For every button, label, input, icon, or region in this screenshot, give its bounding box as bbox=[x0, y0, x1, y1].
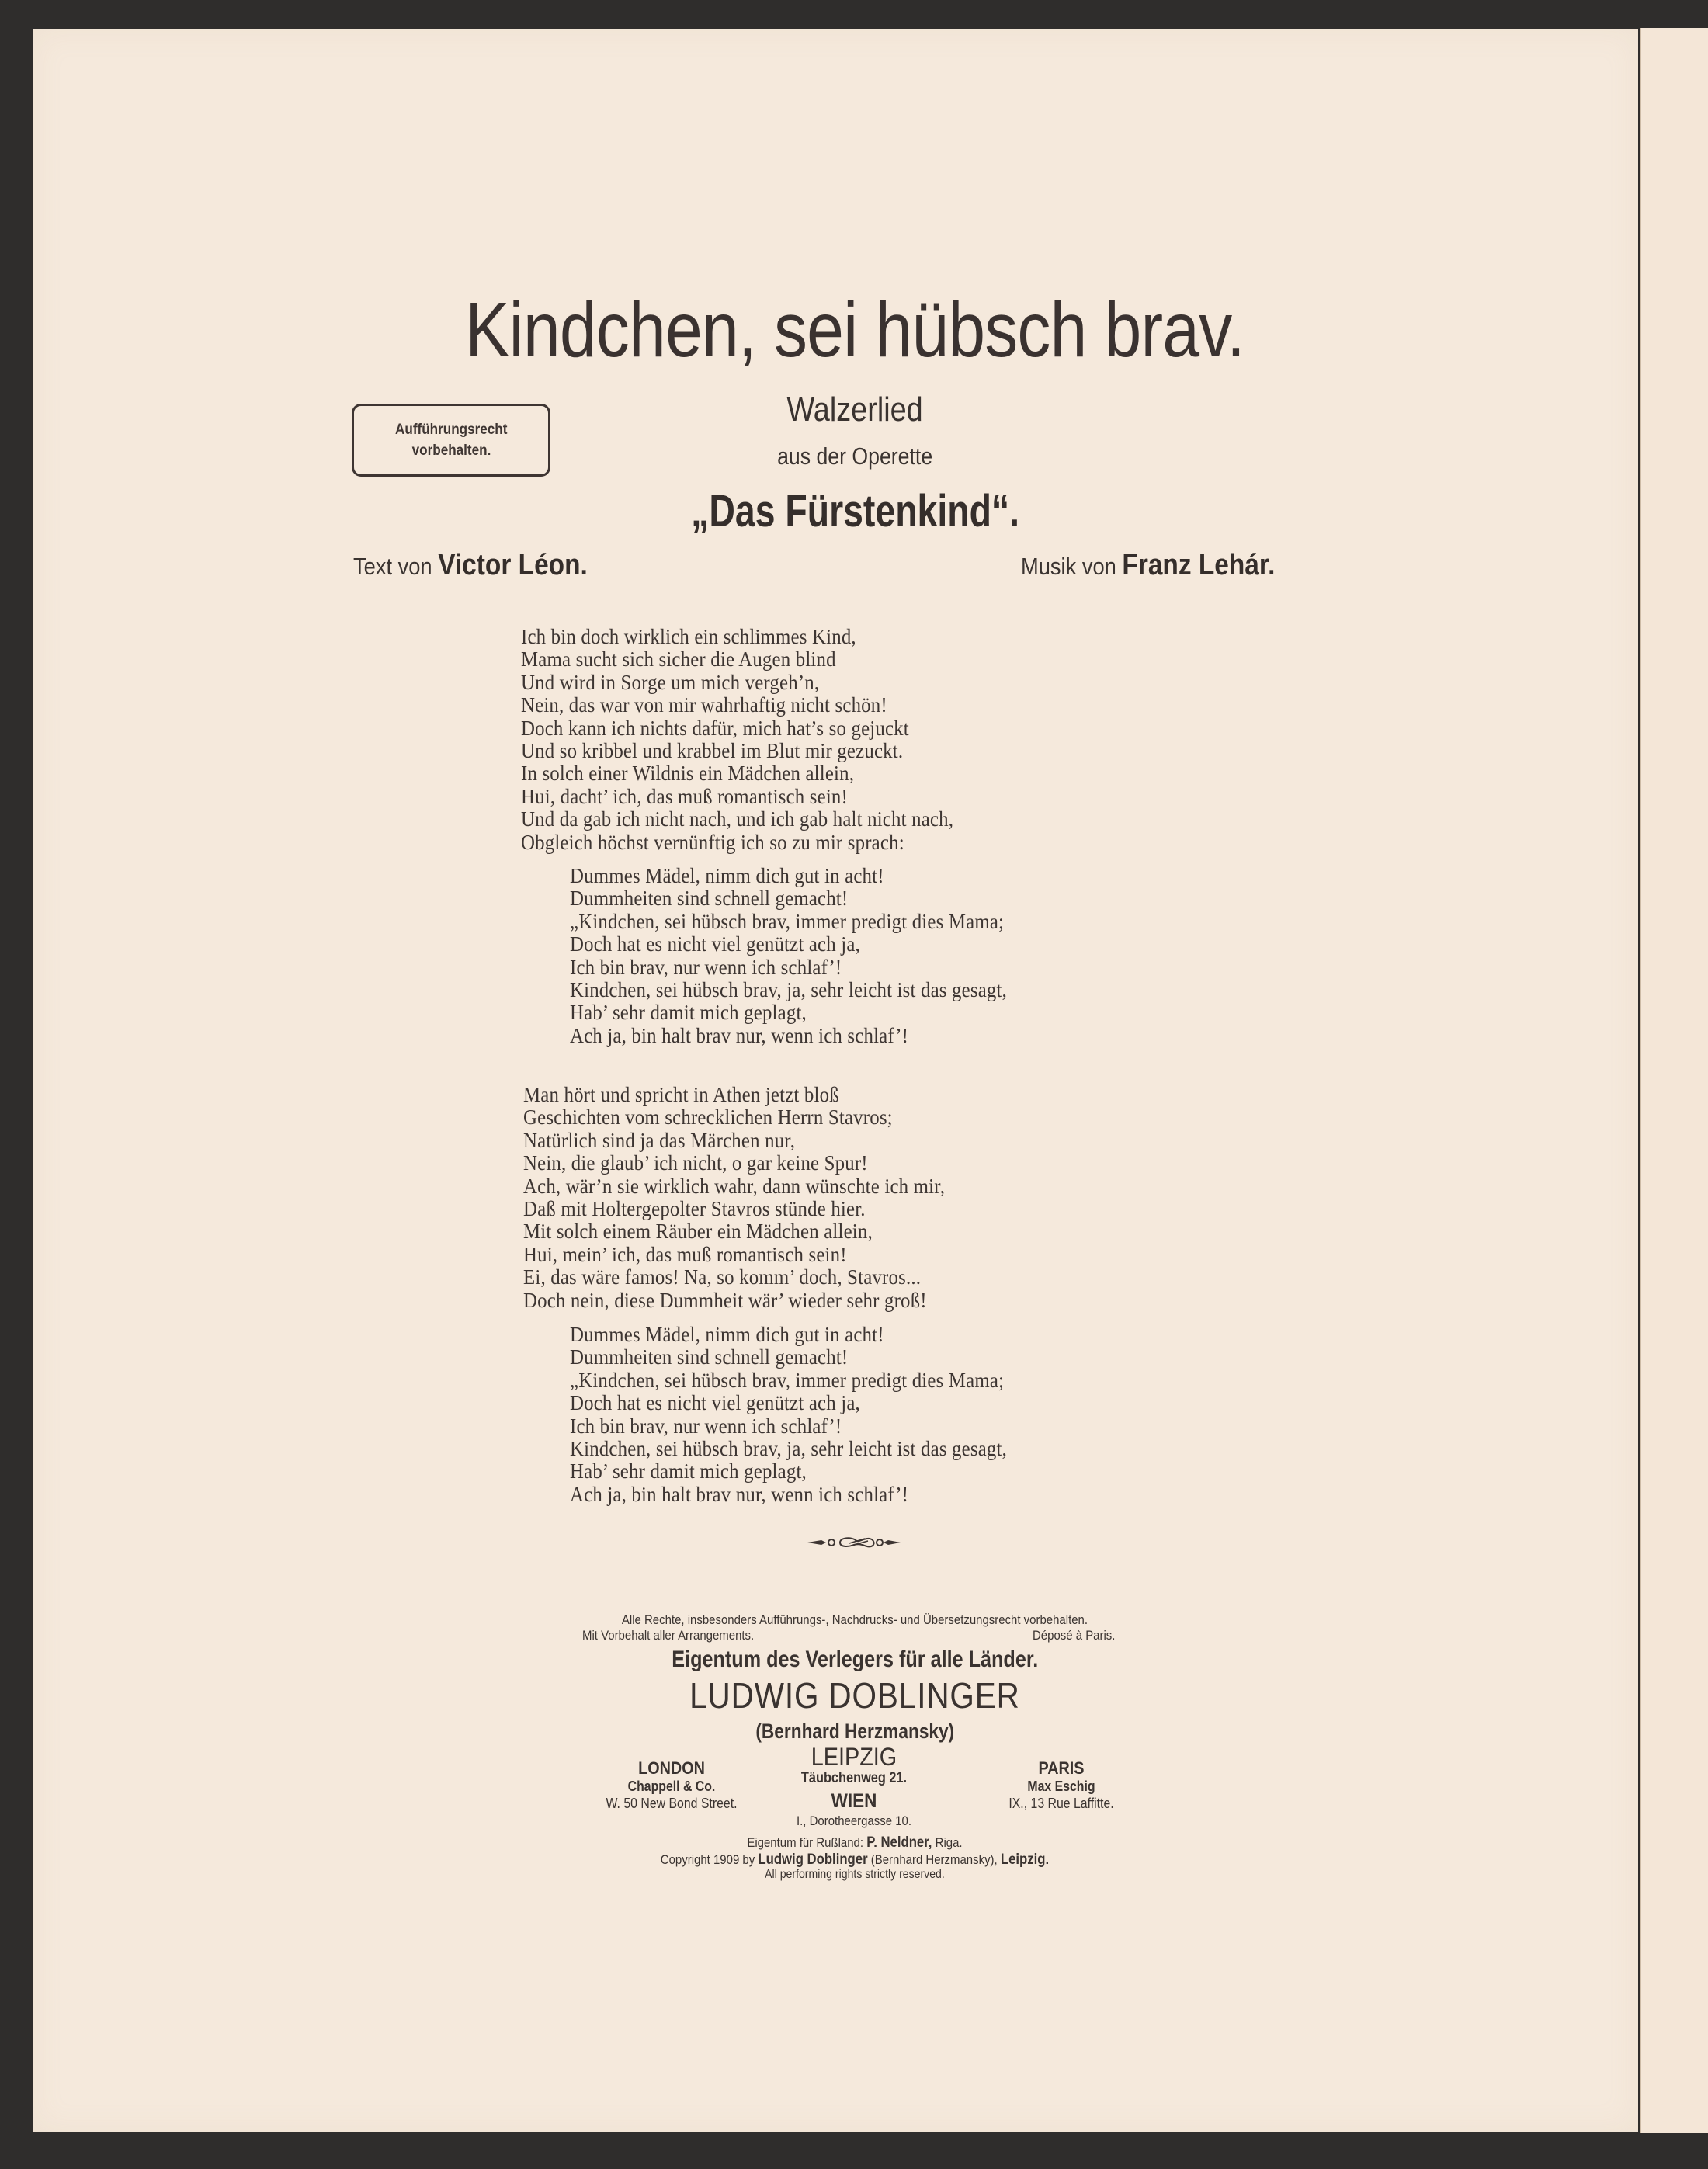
ownership-notice: Eigentum des Verlegers für alle Länder. bbox=[672, 1647, 1039, 1672]
song-title: Kindchen, sei hübsch brav. bbox=[465, 286, 1245, 373]
chorus-1 bbox=[570, 865, 1045, 1047]
next-page-edge bbox=[1640, 28, 1708, 2133]
lyric-line: Hab’ sehr damit mich geplagt, bbox=[570, 1459, 807, 1484]
russia-city: Riga. bbox=[935, 1835, 963, 1850]
lyric-line: Dummes Mädel, nimm dich gut in acht! bbox=[570, 1323, 884, 1346]
russia-holder: P. Neldner, bbox=[866, 1834, 932, 1851]
lyric-line: Mit solch einem Räuber ein Mädchen allein, bbox=[523, 1220, 873, 1244]
lyric-line: Dummheiten sind schnell gemacht! bbox=[570, 887, 849, 911]
performing-rights: All performing rights strictly reserved. bbox=[765, 1868, 945, 1881]
arrangements-notice: Mit Vorbehalt aller Arrangements. bbox=[582, 1628, 755, 1643]
publisher-subtitle: (Bernhard Herzmansky) bbox=[755, 1720, 955, 1743]
copyright-line bbox=[103, 1852, 1606, 1868]
lyric-line: Hui, mein’ ich, das muß romantisch sein! bbox=[523, 1242, 847, 1266]
russia-prefix: Eigentum für Rußland: bbox=[747, 1835, 864, 1850]
lyric-line: Ich bin brav, nur wenn ich schlaf’! bbox=[570, 955, 842, 979]
composer-name: Franz Lehár. bbox=[1122, 549, 1276, 581]
lyric-line: Natürlich sind ja das Märchen nur, bbox=[523, 1128, 796, 1152]
paris-city: PARIS bbox=[1038, 1758, 1085, 1778]
london-address: W. 50 New Bond Street. bbox=[606, 1796, 738, 1811]
lyric-line: Mama sucht sich sicher die Augen blind bbox=[521, 647, 836, 672]
from-operetta-label: aus der Operette bbox=[777, 442, 933, 470]
stamp-line-1: Aufführungsrecht bbox=[394, 422, 508, 438]
lyric-line: Geschichten vom schrecklichen Herrn Stavros; bbox=[523, 1105, 893, 1130]
lyric-line: In solch einer Wildnis ein Mädchen allein, bbox=[521, 762, 855, 786]
lyric-line: Doch nein, diese Dummheit wär’ wieder sehr groß! bbox=[523, 1288, 927, 1312]
lyric-line: Und wird in Sorge um mich vergeh’n, bbox=[521, 670, 820, 694]
rights-notice: Alle Rechte, insbesonders Aufführungs-, Nachdrucks- und Übersetzungsrecht vorbehalten. bbox=[621, 1612, 1088, 1627]
lyric-line: Kindchen, sei hübsch brav, ja, sehr leicht ist das gesagt, bbox=[570, 1437, 1007, 1461]
lyric-line: Kindchen, sei hübsch brav, ja, sehr leicht ist das gesagt, bbox=[570, 978, 1007, 1002]
stamp-line-2: vorbehalten. bbox=[411, 442, 491, 459]
composer-prefix: Musik von bbox=[1021, 553, 1116, 580]
russia-rights bbox=[103, 1835, 1606, 1851]
copyright-city: Leipzig. bbox=[1000, 1851, 1050, 1868]
composer-credit bbox=[1021, 548, 1275, 584]
london-office bbox=[571, 1759, 772, 1812]
lyricist-name: Victor Léon. bbox=[438, 549, 588, 581]
copyright-holder: Ludwig Doblinger bbox=[758, 1851, 868, 1868]
lyric-line: Und so kribbel und krabbel im Blut mir gezuckt. bbox=[521, 739, 904, 763]
lyric-line: „Kindchen, sei hübsch brav, immer predigt dies Mama; bbox=[570, 909, 1005, 933]
wien-city: WIEN bbox=[831, 1790, 877, 1812]
leipzig-office bbox=[745, 1745, 963, 1789]
chorus-2 bbox=[570, 1324, 1045, 1506]
lyricist-credit bbox=[353, 548, 588, 584]
lyric-line: Doch hat es nicht viel genützt ach ja, bbox=[570, 1391, 860, 1415]
publisher-name: LUDWIG DOBLINGER bbox=[689, 1675, 1020, 1716]
lyric-line: Und da gab ich nicht nach, und ich gab halt nicht nach, bbox=[521, 807, 954, 831]
lyric-line: Ich bin brav, nur wenn ich schlaf’! bbox=[570, 1414, 842, 1438]
paris-firm: Max Eschig bbox=[1027, 1779, 1095, 1794]
leipzig-address: Täubchenweg 21. bbox=[800, 1770, 908, 1786]
verse-1 bbox=[521, 626, 991, 854]
lyric-line: Obgleich höchst vernünftig ich so zu mir sprach: bbox=[521, 830, 904, 854]
lyric-line: Ich bin doch wirklich ein schlimmes Kind, bbox=[521, 625, 856, 648]
depose-notice: Déposé à Paris. bbox=[1033, 1628, 1116, 1643]
lyric-line: Dummheiten sind schnell gemacht! bbox=[570, 1345, 849, 1369]
song-subtitle: Walzerlied bbox=[786, 390, 923, 429]
lyric-line: Nein, das war von mir wahrhaftig nicht schön! bbox=[521, 693, 887, 717]
flourish-divider-icon bbox=[738, 1533, 970, 1552]
lyric-line: Nein, die glaub’ ich nicht, o gar keine Spur! bbox=[523, 1151, 868, 1175]
wien-address: I., Dorotheergasse 10. bbox=[796, 1813, 912, 1828]
paris-office bbox=[960, 1759, 1162, 1812]
copyright-sub: (Bernhard Herzmansky), bbox=[870, 1852, 998, 1867]
paris-address: IX., 13 Rue Laffitte. bbox=[1008, 1796, 1114, 1811]
copyright-prefix: Copyright 1909 by bbox=[660, 1852, 755, 1867]
lyric-line: Hui, dacht’ ich, das muß romantisch sein! bbox=[521, 784, 848, 808]
lyric-line: „Kindchen, sei hübsch brav, immer predigt dies Mama; bbox=[570, 1368, 1005, 1392]
lyric-line: Doch kann ich nichts dafür, mich hat’s so gejuckt bbox=[521, 716, 909, 740]
lyric-line: Man hört und spricht in Athen jetzt bloß bbox=[523, 1083, 839, 1106]
verse-2 bbox=[523, 1084, 981, 1312]
operetta-title: „Das Fürstenkind“. bbox=[691, 486, 1020, 536]
lyric-line: Ach, wär’n sie wirklich wahr, dann wünschte ich mir, bbox=[523, 1174, 946, 1198]
lyric-line: Doch hat es nicht viel genützt ach ja, bbox=[570, 932, 860, 956]
london-firm: Chappell & Co. bbox=[627, 1779, 716, 1794]
lyric-line: Daß mit Holtergepolter Stavros stünde hier. bbox=[523, 1197, 866, 1221]
london-city: LONDON bbox=[638, 1758, 705, 1778]
lyric-line: Dummes Mädel, nimm dich gut in acht! bbox=[570, 864, 884, 887]
lyricist-prefix: Text von bbox=[353, 553, 432, 580]
lyric-line: Ach ja, bin halt brav nur, wenn ich schlaf’! bbox=[570, 1482, 909, 1506]
lyric-line: Ach ja, bin halt brav nur, wenn ich schlaf’! bbox=[570, 1023, 909, 1047]
lyric-line: Ei, das wäre famos! Na, so komm’ doch, Stavros... bbox=[523, 1265, 922, 1289]
leipzig-city: LEIPZIG bbox=[811, 1743, 897, 1771]
wien-office bbox=[745, 1790, 963, 1831]
lyric-line: Hab’ sehr damit mich geplagt, bbox=[570, 1001, 807, 1025]
